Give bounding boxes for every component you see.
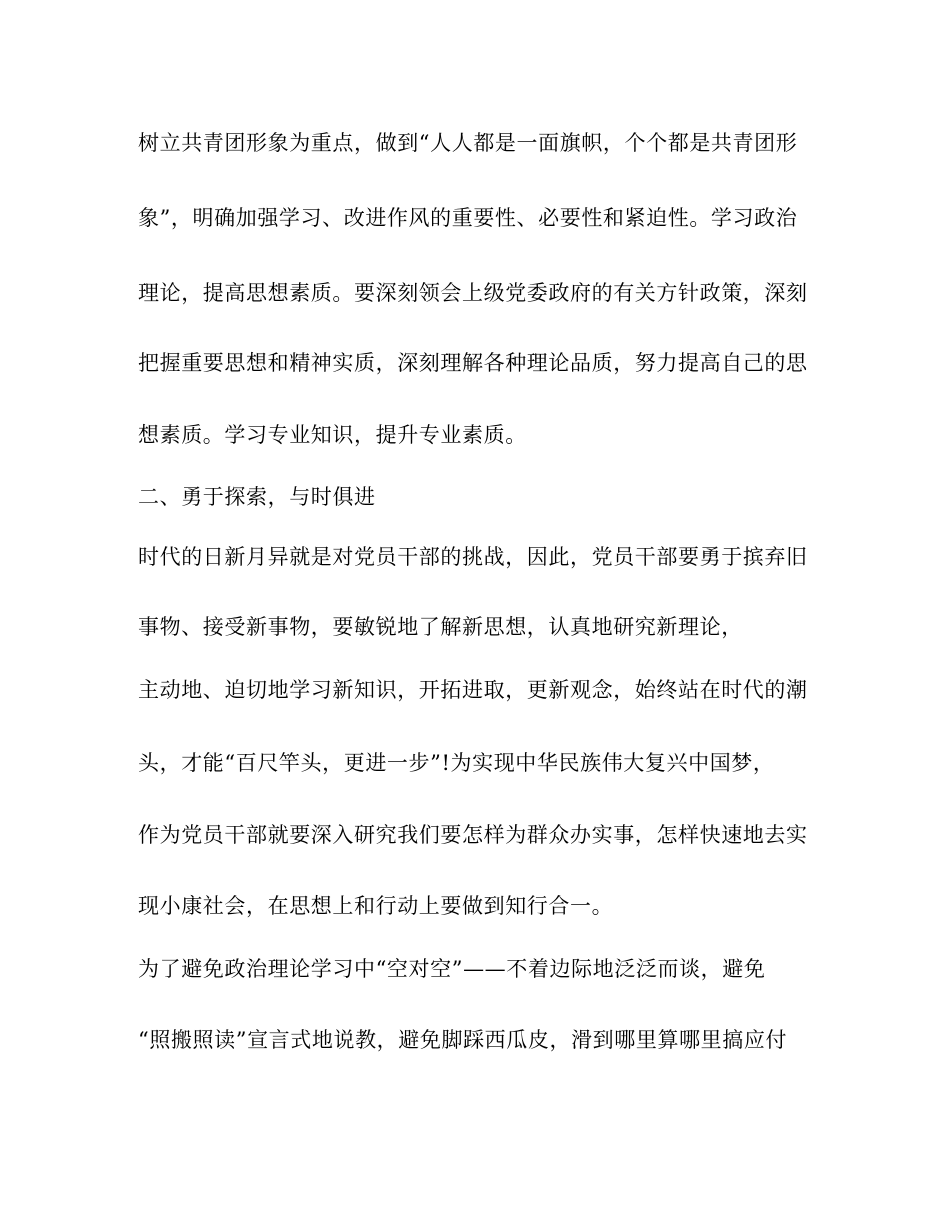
section-heading: 二、勇于探索，与时俱进 — [138, 485, 376, 509]
text-line: 现小康社会，在思想上和行动上要做到知行合一。 — [138, 894, 614, 918]
text-line: 事物、接受新事物，要敏锐地了解新思想，认真地研究新理论， — [138, 615, 743, 639]
text-line: 想素质。学习专业知识，提升专业素质。 — [138, 423, 527, 447]
text-line: “照搬照读”宣言式地说教，避免脚踩西瓜皮，滑到哪里算哪里搞应付 — [138, 1028, 788, 1052]
text-line: 主动地、迫切地学习新知识，开拓进取，更新观念，始终站在时代的潮 — [138, 678, 808, 702]
text-line: 为了避免政治理论学习中“空对空”——不着边际地泛泛而谈，避免 — [138, 957, 766, 981]
text-line: 理论，提高思想素质。要深刻领会上级党委政府的有关方针政策，深刻 — [138, 281, 808, 305]
text-line: 象”，明确加强学习、改进作风的重要性、必要性和紧迫性。学习政治 — [138, 206, 798, 230]
text-line: 头，才能“百尺竿头，更进一步”!为实现中华民族伟大复兴中国梦， — [138, 751, 775, 775]
text-line: 树立共青团形象为重点，做到“人人都是一面旗帜，个个都是共青团形 — [138, 131, 798, 155]
text-line: 时代的日新月异就是对党员干部的挑战，因此，党员干部要勇于摈弃旧 — [138, 545, 808, 569]
text-line: 把握重要思想和精神实质，深刻理解各种理论品质，努力提高自己的思 — [138, 351, 808, 375]
text-line: 作为党员干部就要深入研究我们要怎样为群众办实事，怎样快速地去实 — [138, 823, 808, 847]
